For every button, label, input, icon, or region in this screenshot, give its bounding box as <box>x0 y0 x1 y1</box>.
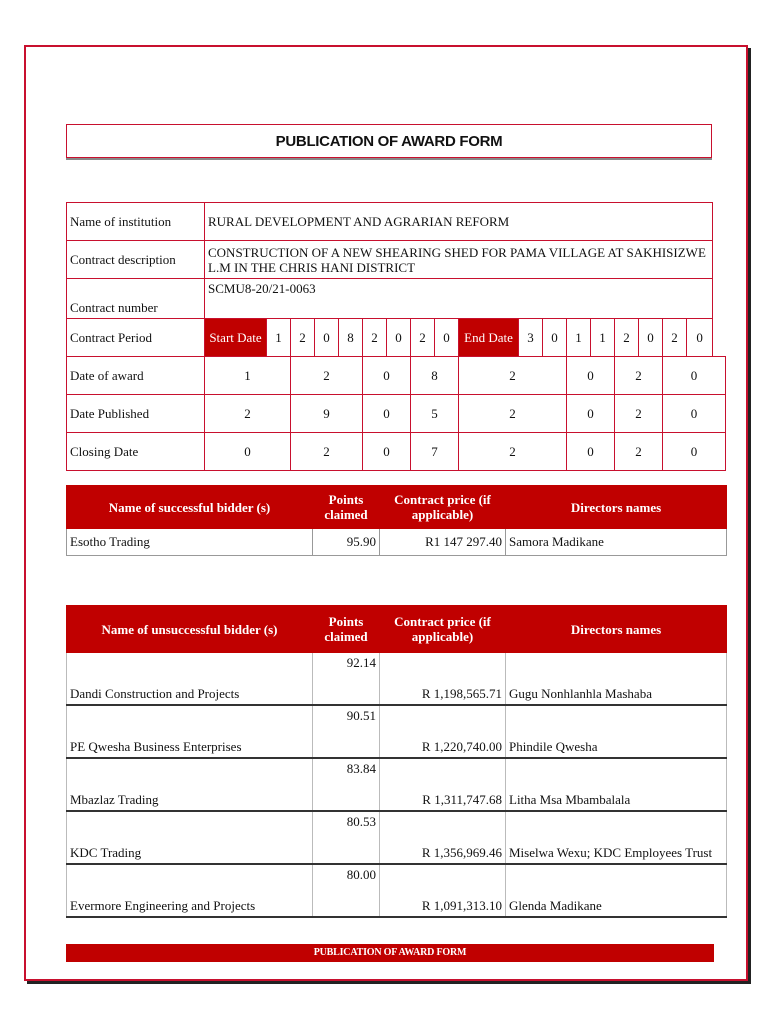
start-digit: 2 <box>411 319 435 357</box>
successful-points-header: Points claimed <box>313 486 380 529</box>
number-value: SCMU8-20/21-0063 <box>205 279 713 319</box>
table-row <box>67 864 727 917</box>
bidder-name: Evermore Engineering and Projects <box>67 864 313 917</box>
end-digit: 2 <box>663 319 687 357</box>
end-digit: 0 <box>639 319 663 357</box>
start-digit: 0 <box>435 319 459 357</box>
published-date-label: Date Published <box>67 395 205 433</box>
published-digit: 5 <box>411 395 459 433</box>
period-row <box>67 319 726 357</box>
table-row <box>67 653 727 706</box>
award-date-row <box>67 357 726 395</box>
bidder-name: Mbazlaz Trading <box>67 758 313 811</box>
bidder-points: 90.51 <box>313 705 380 758</box>
number-label: Contract number <box>67 279 205 319</box>
award-digit: 2 <box>459 357 567 395</box>
description-row <box>67 241 726 279</box>
institution-label: Name of institution <box>67 203 205 241</box>
award-digit: 2 <box>615 357 663 395</box>
award-digit: 8 <box>411 357 459 395</box>
description-value: CONSTRUCTION OF A NEW SHEARING SHED FOR PAMA VILLAGE AT SAKHISIZWE L.M IN THE CHRIS HANI DISTRICT <box>205 241 713 279</box>
end-digit: 0 <box>687 319 713 357</box>
unsuccessful-bidder-table <box>66 605 727 918</box>
end-digit: 0 <box>543 319 567 357</box>
bidder-name: KDC Trading <box>67 811 313 864</box>
bidder-name: Esotho Trading <box>67 529 313 556</box>
award-digit: 0 <box>567 357 615 395</box>
bidder-directors: Litha Msa Mbambalala <box>506 758 727 811</box>
end-digit: 1 <box>567 319 591 357</box>
unsuccessful-header-row <box>67 606 727 653</box>
start-digit: 2 <box>291 319 315 357</box>
published-digit: 2 <box>459 395 567 433</box>
closing-date-label: Closing Date <box>67 433 205 471</box>
bidder-price: R 1,311,747.68 <box>380 758 506 811</box>
start-digit: 1 <box>267 319 291 357</box>
published-digit: 2 <box>205 395 291 433</box>
start-digit: 8 <box>339 319 363 357</box>
period-label: Contract Period <box>67 319 205 357</box>
end-date-label: End Date <box>459 319 519 357</box>
contract-info-table <box>66 202 726 471</box>
institution-row <box>67 203 726 241</box>
closing-digit: 2 <box>291 433 363 471</box>
number-row <box>67 279 726 319</box>
bidder-price: R 1,198,565.71 <box>380 653 506 706</box>
published-digit: 2 <box>615 395 663 433</box>
published-digit: 0 <box>663 395 726 433</box>
footer-banner: PUBLICATION OF AWARD FORM <box>66 944 714 962</box>
end-digit: 1 <box>591 319 615 357</box>
bidder-points: 95.90 <box>313 529 380 556</box>
bidder-points: 80.53 <box>313 811 380 864</box>
successful-name-header: Name of successful bidder (s) <box>67 486 313 529</box>
unsuccessful-points-header: Points claimed <box>313 606 380 653</box>
closing-digit: 0 <box>363 433 411 471</box>
start-date-label: Start Date <box>205 319 267 357</box>
start-digit: 0 <box>387 319 411 357</box>
award-digit: 0 <box>363 357 411 395</box>
published-digit: 0 <box>363 395 411 433</box>
table-row <box>67 811 727 864</box>
bidder-directors: Samora Madikane <box>506 529 727 556</box>
start-digit: 2 <box>363 319 387 357</box>
start-digit: 0 <box>315 319 339 357</box>
award-digit: 0 <box>663 357 726 395</box>
bidder-directors: Glenda Madikane <box>506 864 727 917</box>
table-row <box>67 529 727 556</box>
bidder-name: PE Qwesha Business Enterprises <box>67 705 313 758</box>
award-date-label: Date of award <box>67 357 205 395</box>
bidder-price: R 1,091,313.10 <box>380 864 506 917</box>
bidder-directors: Phindile Qwesha <box>506 705 727 758</box>
published-digit: 0 <box>567 395 615 433</box>
closing-digit: 0 <box>663 433 726 471</box>
bidder-directors: Miselwa Wexu; KDC Employees Trust <box>506 811 727 864</box>
table-row <box>67 758 727 811</box>
award-digit: 1 <box>205 357 291 395</box>
institution-value: RURAL DEVELOPMENT AND AGRARIAN REFORM <box>205 203 713 241</box>
published-digit: 9 <box>291 395 363 433</box>
award-digit: 2 <box>291 357 363 395</box>
unsuccessful-name-header: Name of unsuccessful bidder (s) <box>67 606 313 653</box>
end-digit: 2 <box>615 319 639 357</box>
bidder-directors: Gugu Nonhlanhla Mashaba <box>506 653 727 706</box>
successful-directors-header: Directors names <box>506 486 727 529</box>
closing-digit: 0 <box>567 433 615 471</box>
end-digit: 3 <box>519 319 543 357</box>
unsuccessful-price-header: Contract price (if applicable) <box>380 606 506 653</box>
bidder-points: 92.14 <box>313 653 380 706</box>
description-label: Contract description <box>67 241 205 279</box>
bidder-price: R 1,220,740.00 <box>380 705 506 758</box>
closing-digit: 0 <box>205 433 291 471</box>
bidder-price: R1 147 297.40 <box>380 529 506 556</box>
closing-digit: 2 <box>615 433 663 471</box>
successful-price-header: Contract price (if applicable) <box>380 486 506 529</box>
form-title: PUBLICATION OF AWARD FORM <box>66 124 712 158</box>
successful-bidder-table <box>66 485 727 556</box>
table-row <box>67 705 727 758</box>
bidder-points: 83.84 <box>313 758 380 811</box>
closing-date-row <box>67 433 726 471</box>
unsuccessful-directors-header: Directors names <box>506 606 727 653</box>
successful-header-row <box>67 486 727 529</box>
closing-digit: 7 <box>411 433 459 471</box>
bidder-price: R 1,356,969.46 <box>380 811 506 864</box>
bidder-points: 80.00 <box>313 864 380 917</box>
closing-digit: 2 <box>459 433 567 471</box>
bidder-name: Dandi Construction and Projects <box>67 653 313 706</box>
published-date-row <box>67 395 726 433</box>
